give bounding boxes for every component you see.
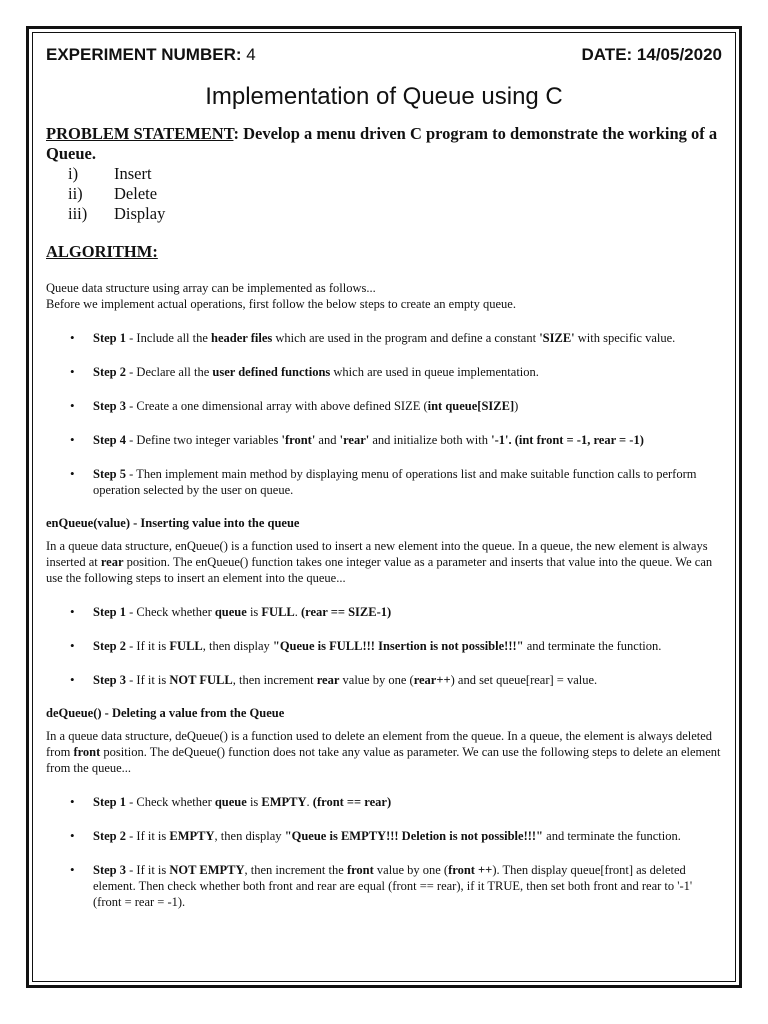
step-bold: 'front' [281,433,316,447]
step-text: , then display [202,639,273,653]
step-bold: user defined functions [212,365,331,379]
intro-line-2: Before we implement actual operations, first follow the below steps to create an empty queue. [46,297,516,311]
step-text: - Declare all the [126,365,213,379]
step-bold: (front == rear) [312,795,392,809]
list-item [46,794,722,810]
experiment-number [46,40,256,70]
step-text: - If it is [126,863,170,877]
menu-number: iii) [68,204,88,223]
step-text: - Check whether [126,795,215,809]
step-label: Step 4 [93,433,126,447]
step-bold: rear++ [413,673,451,687]
document-header [46,40,722,70]
step-bold: FULL [169,639,203,653]
step-text: and terminate the function. [543,829,681,843]
step-text: value by one ( [373,863,449,877]
step-label: Step 3 [93,863,126,877]
step-text: ) and set queue[rear] = value. [450,673,598,687]
step-bold: FULL [261,605,295,619]
step-bold: EMPTY [261,795,307,809]
list-item [46,466,722,498]
step-bold: '-1' [491,433,509,447]
experiment-label: EXPERIMENT NUMBER: [46,45,242,64]
list-item [46,398,722,414]
step-bold: EMPTY [169,829,215,843]
step-bold: queue [214,605,247,619]
step-bold: header files [211,331,273,345]
enqueue-description [46,538,722,586]
step-bold: 'SIZE' [539,331,575,345]
algorithm-intro [46,280,722,312]
step-label: Step 2 [93,639,126,653]
step-text: and terminate the function. [523,639,662,653]
list-item [46,672,722,688]
menu-number: i) [68,164,79,183]
step-label: Step 3 [93,399,126,413]
step-label: Step 1 [93,795,126,809]
step-text: - Then implement main method by displaying menu of operations list and make suitable function calls to perform operation selected by the user on queue. [93,467,697,497]
step-text: and initialize both with [369,433,492,447]
list-item [46,364,722,380]
menu-label: Insert [114,164,152,183]
step-text: value by one ( [339,673,414,687]
dequeue-steps [46,794,722,910]
list-item [46,828,722,844]
step-bold: (rear == SIZE-1) [301,605,392,619]
experiment-value: 4 [246,45,256,64]
page-title: Implementation of Queue using C [205,83,563,110]
algorithm-steps [46,330,722,498]
step-text: - If it is [126,639,170,653]
problem-statement [46,124,722,164]
step-text: is [246,795,262,809]
step-text: with specific value. [574,331,676,345]
step-text: . [306,795,313,809]
step-bold: front [346,863,374,877]
step-label: Step 1 [93,605,126,619]
list-item [46,432,722,448]
list-item [68,184,722,204]
step-bold: . (int front = -1, rear = -1) [508,433,644,447]
enqueue-steps [46,604,722,688]
dequeue-text: position. The deQueue() function does not take any value as parameter. We can use the following steps to delete an element from the queue... [46,745,721,775]
algorithm-heading: ALGORITHM: [46,242,158,261]
step-bold: front ++ [448,863,493,877]
list-item [46,330,722,346]
step-text: , then increment [232,673,317,687]
enqueue-text: In a queue data structure, enQueue() is a function used to insert a new element into the queue. In a queue, the new element is always inserted at [46,539,708,569]
list-item [68,164,722,184]
step-bold: int queue[SIZE] [427,399,515,413]
enqueue-bold: rear [100,555,124,569]
problem-statement-text: Develop a menu driven C program to demonstrate the working of a Queue. [46,124,718,163]
step-text: - If it is [126,673,170,687]
step-bold: rear [316,673,340,687]
step-label: Step 2 [93,829,126,843]
step-label: Step 1 [93,331,126,345]
step-text: , then display [214,829,285,843]
dequeue-bold: front [73,745,101,759]
step-text: - If it is [126,829,170,843]
step-text: , then increment the [244,863,347,877]
menu-list [68,164,722,224]
enqueue-heading: enQueue(value) - Inserting value into the queue [46,516,300,530]
step-text: which are used in the program and define a constant [272,331,540,345]
list-item [46,862,722,910]
dequeue-heading: deQueue() - Deleting a value from the Queue [46,706,285,720]
step-bold: NOT FULL [169,673,233,687]
menu-number: ii) [68,184,83,203]
dequeue-description [46,728,722,776]
step-bold: 'rear' [339,433,370,447]
problem-statement-colon: : [233,124,239,143]
list-item [46,604,722,620]
menu-label: Display [114,204,166,223]
problem-statement-label: PROBLEM STATEMENT [46,124,234,143]
step-text: which are used in queue implementation. [330,365,539,379]
step-text: . [294,605,301,619]
step-label: Step 3 [93,673,126,687]
step-text: and [315,433,340,447]
step-text: ). Then display queue[front] as deleted element. Then check whether both front and rear are equal (front == rear), if it TRUE, then set both front and rear to '-1' (front = rear = -1). [93,863,693,909]
step-text: is [246,605,262,619]
step-bold: "Queue is EMPTY!!! Deletion is not possible!!!" [284,829,544,843]
list-item [46,638,722,654]
dequeue-text: In a queue data structure, deQueue() is a function used to delete an element from the queue. In a queue, the element is always deleted from [46,729,713,759]
step-text: - Include all the [126,331,212,345]
step-text: - Create a one dimensional array with above defined SIZE ( [126,399,428,413]
step-bold: NOT EMPTY [169,863,245,877]
step-label: Step 2 [93,365,126,379]
step-bold: queue [214,795,247,809]
list-item [68,204,722,224]
document-body [46,40,722,910]
step-bold: "Queue is FULL!!! Insertion is not possible!!!" [272,639,524,653]
step-label: Step 5 [93,467,126,481]
date: DATE: 14/05/2020 [581,45,722,64]
intro-line-1: Queue data structure using array can be implemented as follows... [46,281,376,295]
enqueue-text: position. The enQueue() function takes one integer value as a parameter and inserts that value into the queue. We can use the following steps to insert an element into the queue... [46,555,713,585]
step-text: ) [514,399,519,413]
step-text: - Check whether [126,605,215,619]
step-text: - Define two integer variables [126,433,282,447]
menu-label: Delete [114,184,158,203]
